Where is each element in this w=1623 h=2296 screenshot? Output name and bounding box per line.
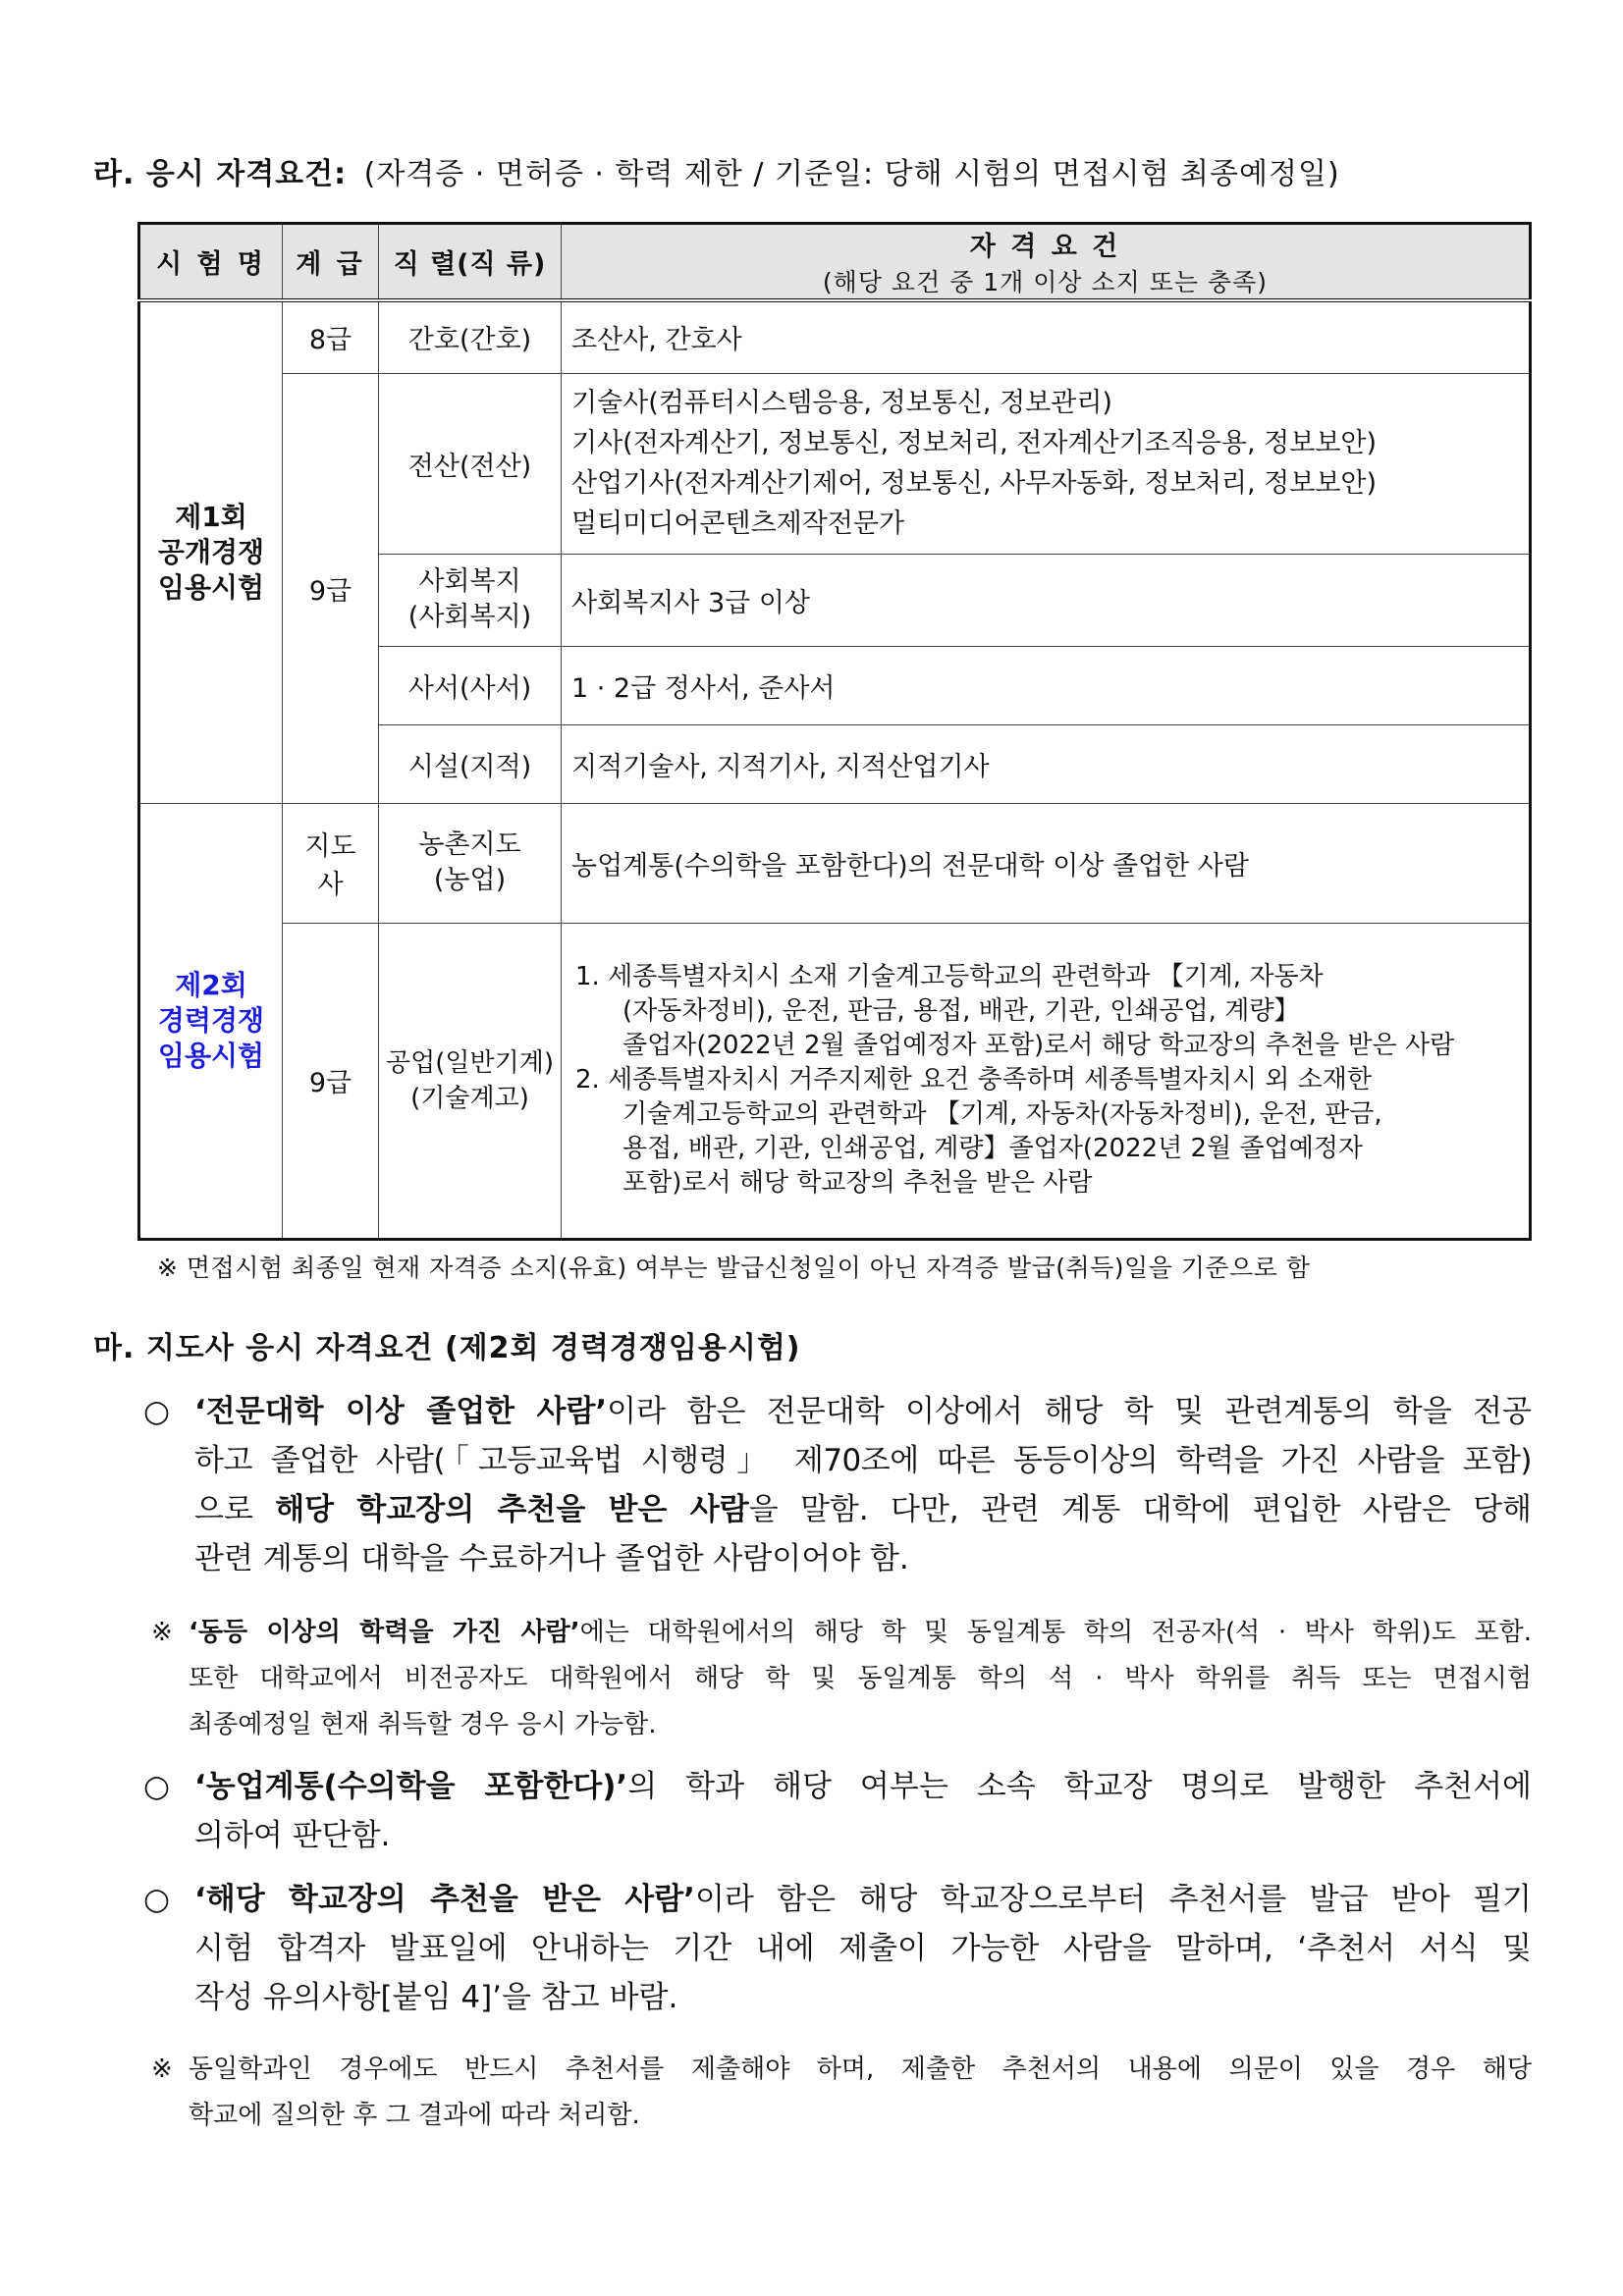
exam-1-name	[139, 300, 283, 803]
requirement-cell: 지적기술사, 지적기사, 지적산업기사	[562, 724, 1531, 803]
exam-1-line: 임용시험	[157, 570, 265, 604]
section-ra-heading: 라. 응시 자격요건:	[93, 157, 348, 191]
requirement-line: (자동차정비), 운전, 판금, 용접, 배관, 기관, 인쇄공업, 계량】	[622, 996, 1300, 1026]
exam-2-name	[139, 803, 283, 1239]
exam-2-line: 경력경쟁	[157, 1003, 265, 1037]
requirement-cell	[562, 373, 1531, 554]
requirement-cell: 사회복지사 3급 이상	[562, 554, 1531, 646]
grade-cell: 지도사	[283, 803, 379, 923]
series-line: (농업)	[433, 865, 507, 895]
note-equivalent-education	[151, 1610, 1533, 1748]
grade-cell: 9급	[283, 373, 379, 803]
series-line: (기술계고)	[410, 1083, 529, 1113]
paragraph-agri-field	[143, 1762, 1532, 1860]
series-line: 농촌지도	[418, 829, 521, 860]
section-ra-title	[93, 155, 1340, 194]
series-cell: 간호(간호)	[379, 300, 562, 373]
paragraph-text: 하고 졸업한 사람(「고등교육법 시행령」 제70조에 따른 동등이상의 학력을 가진 사람을 포함)	[194, 1443, 1532, 1478]
note-mark: ※	[151, 2055, 173, 2084]
requirement-line: 2. 세종특별자치시 거주지제한 요건 충족하며 세종특별자치시 외 소재한	[575, 1065, 1373, 1095]
header-requirements	[562, 224, 1531, 301]
table-footnote: ※ 면접시험 최종일 현재 자격증 소지(유효) 여부는 발급신청일이 아닌 자격증 발급(취득)일을 기준으로 함	[157, 1254, 1311, 1282]
header-grade: 계 급	[283, 224, 379, 301]
paragraph-text: 의하여 판단함.	[194, 1818, 391, 1853]
note-text: 학교에 질의한 후 그 결과에 따라 처리함.	[189, 2101, 640, 2130]
requirement-line: 기술사(컴퓨터시스템응용, 정보통신, 정보관리)	[571, 388, 1112, 418]
requirement-line: 1. 세종특별자치시 소재 기술계고등학교의 관련학과 【기계, 자동차	[575, 962, 1324, 991]
exam-2-line: 제2회	[175, 968, 247, 1001]
note-mark: ※	[151, 1618, 173, 1647]
requirement-line: 기사(전자계산기, 정보통신, 정보처리, 전자계산기조직응용, 정보보안)	[571, 428, 1378, 458]
requirement-cell	[562, 923, 1531, 1239]
series-line: (사회복지)	[407, 602, 532, 632]
paragraph-principal-recommendation	[143, 1875, 1533, 2022]
header-req-subtitle: (해당 요건 중 1개 이상 소지 또는 충족)	[822, 268, 1269, 296]
note-same-department	[151, 2047, 1532, 2139]
qualification-table	[137, 222, 1532, 1241]
series-line: 사회복지	[418, 566, 521, 597]
requirement-line: 졸업자(2022년 2월 졸업예정자 포함)로서 해당 학교장의 추천을 받은 사람	[622, 1031, 1455, 1060]
requirement-line: 용접, 배관, 기관, 인쇄공업, 계량】졸업자(2022년 2월 졸업예정자	[622, 1134, 1364, 1163]
paragraph-text: 작성 유의사항[붙임 4]’을 참고 바람.	[194, 1980, 678, 2015]
section-ra-subtitle: (자격증 · 면허증 · 학력 제한 / 기준일: 당해 시험의 면접시험 최종예정일)	[363, 157, 1340, 191]
table-header-row	[139, 224, 1531, 301]
exam-1-line: 공개경쟁	[157, 535, 265, 568]
series-cell	[379, 554, 562, 646]
series-cell	[379, 803, 562, 923]
note-text: 최종예정일 현재 취득할 경우 응시 가능함.	[189, 1710, 657, 1739]
requirement-cell: 농업계통(수의학을 포함한다)의 전문대학 이상 졸업한 사람	[562, 803, 1531, 923]
exam-2-line: 임용시험	[157, 1039, 265, 1072]
table-row	[139, 300, 1531, 373]
requirement-line: 기술계고등학교의 관련학과 【기계, 자동차(자동차정비), 운전, 판금,	[622, 1099, 1382, 1129]
header-series: 직 렬(직 류)	[379, 224, 562, 301]
paragraph-text: 이라 함은 전문대학 이상에서 해당 학 및 관련계통의 학을 전공	[607, 1394, 1532, 1429]
series-line: 공업(일반기계)	[386, 1047, 554, 1078]
paragraph-text: 이라 함은 해당 학교장으로부터 추천서를 발급 받아 필기	[694, 1882, 1533, 1917]
term-agri-field: ‘농업계통(수의학을 포함한다)’	[194, 1769, 628, 1804]
series-cell: 사서(사서)	[379, 646, 562, 724]
table-row	[139, 373, 1531, 554]
header-exam: 시 험 명	[139, 224, 283, 301]
section-ma-title: 마. 지도사 응시 자격요건 (제2회 경력경쟁임용시험)	[93, 1331, 801, 1365]
series-cell: 전산(전산)	[379, 373, 562, 554]
term-college-graduate: ‘전문대학 이상 졸업한 사람’	[194, 1394, 608, 1429]
requirement-line: 포함)로서 해당 학교장의 추천을 받은 사람	[622, 1168, 1093, 1198]
note-text: 에는 대학원에서의 해당 학 및 동일계통 학의 전공자(석 · 박사 학위)도 포함.	[579, 1618, 1533, 1647]
table-row	[139, 923, 1531, 1239]
grade-cell: 8급	[283, 300, 379, 373]
paragraph-text: 의 학과 해당 여부는 소속 학교장 명의로 발행한 추천서에	[627, 1769, 1532, 1804]
paragraph-text: 관련 계통의 대학을 수료하거나 졸업한 사람이어야 함.	[194, 1541, 909, 1576]
table-row	[139, 803, 1531, 923]
paragraph-college-graduate	[143, 1387, 1532, 1583]
term-principal-recommendation: ‘해당 학교장의 추천을 받은 사람’	[194, 1882, 695, 1917]
exam-1-line: 제1회	[175, 500, 247, 533]
term-equivalent: ‘동등 이상의 학력을 가진 사람’	[189, 1618, 580, 1647]
bullet-circle: ○	[143, 1394, 171, 1429]
note-text: 동일학과인 경우에도 반드시 추천서를 제출해야 하며, 제출한 추천서의 내용에 의문이 있을 경우 해당	[189, 2055, 1532, 2084]
requirement-cell: 1 · 2급 정사서, 준사서	[562, 646, 1531, 724]
term-recommended: 해당 학교장의 추천을 받은 사람	[275, 1492, 749, 1527]
grade-cell: 9급	[283, 923, 379, 1239]
series-cell: 시설(지적)	[379, 724, 562, 803]
series-cell	[379, 923, 562, 1239]
requirement-line: 멀티미디어콘텐츠제작전문가	[571, 508, 905, 539]
bullet-circle: ○	[143, 1769, 171, 1804]
header-req-title: 자 격 요 건	[969, 232, 1121, 262]
requirement-cell: 조산사, 간호사	[562, 300, 1531, 373]
paragraph-text: 으로	[194, 1492, 276, 1527]
paragraph-text: 시험 합격자 발표일에 안내하는 기간 내에 제출이 가능한 사람을 말하며, ‘추천서 서식 및	[194, 1931, 1532, 1966]
note-text: 또한 대학교에서 비전공자도 대학원에서 해당 학 및 동일계통 학의 석 · 박사 학위를 취득 또는 면접시험	[189, 1664, 1532, 1693]
requirement-line: 산업기사(전자계산기제어, 정보통신, 사무자동화, 정보처리, 정보보안)	[571, 468, 1378, 499]
bullet-circle: ○	[143, 1882, 171, 1917]
paragraph-text: 을 말함. 다만, 관련 계통 대학에 편입한 사람은 당해	[748, 1492, 1532, 1527]
